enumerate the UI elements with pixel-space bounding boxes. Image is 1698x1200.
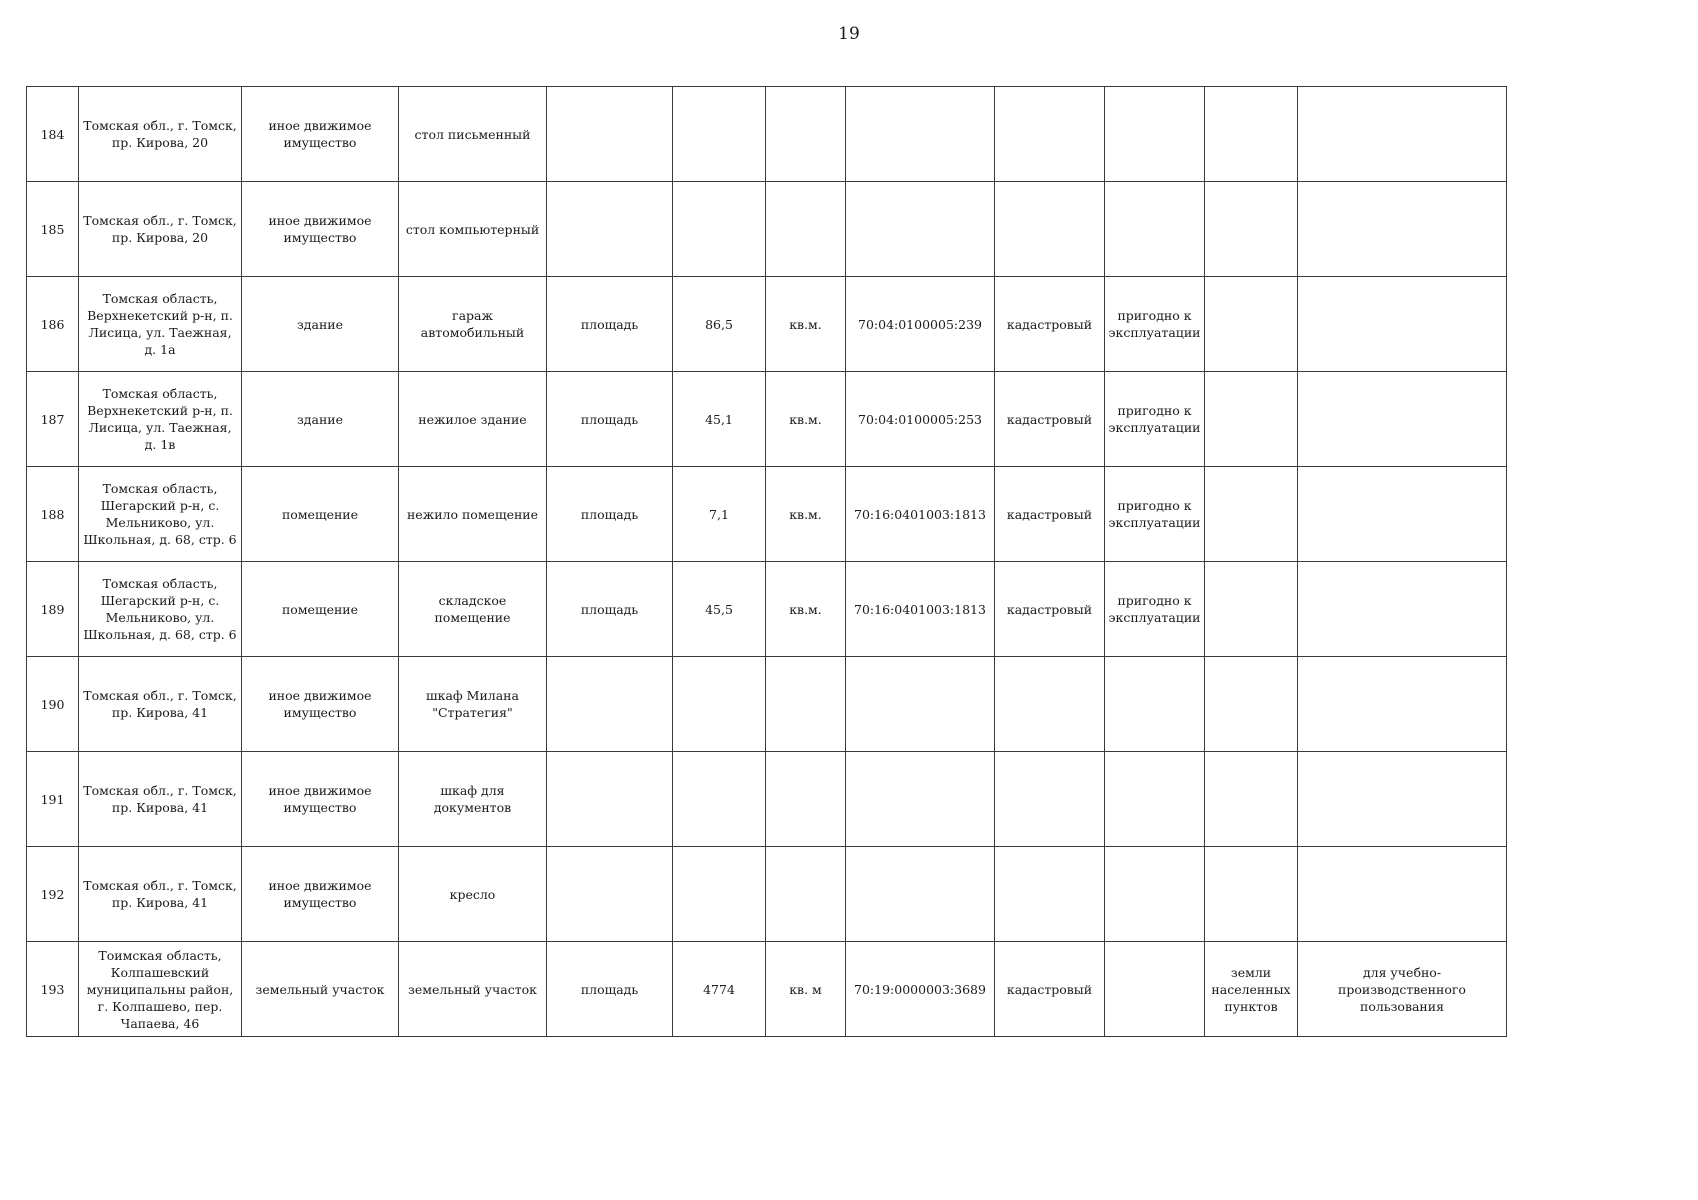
permitted-use-cell [1298, 467, 1507, 562]
parameter-cell: площадь [547, 372, 673, 467]
parameter-cell: площадь [547, 277, 673, 372]
value-cell: 45,5 [673, 562, 766, 657]
unit-cell [766, 752, 846, 847]
unit-cell: кв.м. [766, 372, 846, 467]
object-name-cell: кресло [399, 847, 547, 942]
object-type-cell: помещение [242, 467, 399, 562]
object-name-cell: гараж автомобильный [399, 277, 547, 372]
address-cell: Томская обл., г. Томск, пр. Кирова, 41 [79, 752, 242, 847]
row-number-cell: 190 [27, 657, 79, 752]
object-type-cell: иное движимое имущество [242, 847, 399, 942]
condition-cell [1105, 182, 1205, 277]
number-type-cell [995, 87, 1105, 182]
object-type-cell: помещение [242, 562, 399, 657]
cadastral-number-cell: 70:04:0100005:239 [846, 277, 995, 372]
object-name-cell: шкаф Милана "Стратегия" [399, 657, 547, 752]
object-type-cell: иное движимое имущество [242, 752, 399, 847]
address-cell: Томская обл., г. Томск, пр. Кирова, 20 [79, 87, 242, 182]
value-cell: 86,5 [673, 277, 766, 372]
land-category-cell [1205, 562, 1298, 657]
cadastral-number-cell: 70:04:0100005:253 [846, 372, 995, 467]
cadastral-number-cell: 70:16:0401003:1813 [846, 467, 995, 562]
condition-cell [1105, 752, 1205, 847]
row-number-cell: 186 [27, 277, 79, 372]
condition-cell [1105, 87, 1205, 182]
value-cell [673, 182, 766, 277]
row-number-cell: 188 [27, 467, 79, 562]
object-name-cell: стол письменный [399, 87, 547, 182]
condition-cell: пригодно к эксплуатации [1105, 372, 1205, 467]
unit-cell: кв.м. [766, 562, 846, 657]
cadastral-number-cell [846, 752, 995, 847]
table-row [27, 657, 1507, 752]
cadastral-number-cell: 70:19:0000003:3689 [846, 942, 995, 1037]
condition-cell [1105, 657, 1205, 752]
row-number-cell: 184 [27, 87, 79, 182]
number-type-cell: кадастровый [995, 562, 1105, 657]
parameter-cell: площадь [547, 562, 673, 657]
land-category-cell [1205, 277, 1298, 372]
number-type-cell [995, 182, 1105, 277]
value-cell [673, 752, 766, 847]
condition-cell: пригодно к эксплуатации [1105, 562, 1205, 657]
permitted-use-cell [1298, 87, 1507, 182]
object-type-cell: иное движимое имущество [242, 182, 399, 277]
parameter-cell [547, 657, 673, 752]
condition-cell: пригодно к эксплуатации [1105, 277, 1205, 372]
land-category-cell [1205, 467, 1298, 562]
registry-body [27, 87, 1507, 1037]
permitted-use-cell: для учебно-производственного пользования [1298, 942, 1507, 1037]
cadastral-number-cell: 70:16:0401003:1813 [846, 562, 995, 657]
property-registry-table-wrap [26, 86, 1507, 1037]
object-name-cell: складское помещение [399, 562, 547, 657]
condition-cell: пригодно к эксплуатации [1105, 467, 1205, 562]
parameter-cell [547, 752, 673, 847]
value-cell [673, 657, 766, 752]
parameter-cell [547, 182, 673, 277]
unit-cell [766, 847, 846, 942]
cadastral-number-cell [846, 847, 995, 942]
parameter-cell: площадь [547, 467, 673, 562]
object-name-cell: нежило помещение [399, 467, 547, 562]
row-number-cell: 187 [27, 372, 79, 467]
address-cell: Томская область, Верхнекетский р-н, п. Лисица, ул. Таежная, д. 1а [79, 277, 242, 372]
object-name-cell: земельный участок [399, 942, 547, 1037]
object-type-cell: здание [242, 277, 399, 372]
address-cell: Томская область, Шегарский р-н, с. Мельниково, ул. Школьная, д. 68, стр. 6 [79, 562, 242, 657]
address-cell: Томская обл., г. Томск, пр. Кирова, 41 [79, 847, 242, 942]
unit-cell [766, 657, 846, 752]
unit-cell: кв.м. [766, 467, 846, 562]
condition-cell [1105, 942, 1205, 1037]
unit-cell [766, 182, 846, 277]
permitted-use-cell [1298, 562, 1507, 657]
unit-cell [766, 87, 846, 182]
permitted-use-cell [1298, 657, 1507, 752]
parameter-cell: площадь [547, 942, 673, 1037]
value-cell: 4774 [673, 942, 766, 1037]
table-row [27, 467, 1507, 562]
land-category-cell: земли населенных пунктов [1205, 942, 1298, 1037]
land-category-cell [1205, 752, 1298, 847]
address-cell: Томская обл., г. Томск, пр. Кирова, 20 [79, 182, 242, 277]
permitted-use-cell [1298, 847, 1507, 942]
cadastral-number-cell [846, 87, 995, 182]
object-type-cell: здание [242, 372, 399, 467]
unit-cell: кв.м. [766, 277, 846, 372]
land-category-cell [1205, 372, 1298, 467]
object-name-cell: стол компьютерный [399, 182, 547, 277]
value-cell: 45,1 [673, 372, 766, 467]
number-type-cell [995, 752, 1105, 847]
table-row [27, 752, 1507, 847]
table-row [27, 277, 1507, 372]
row-number-cell: 192 [27, 847, 79, 942]
unit-cell: кв. м [766, 942, 846, 1037]
land-category-cell [1205, 657, 1298, 752]
permitted-use-cell [1298, 182, 1507, 277]
table-row [27, 372, 1507, 467]
page-number: 19 [838, 24, 860, 44]
address-cell: Томская область, Верхнекетский р-н, п. Лисица, ул. Таежная, д. 1в [79, 372, 242, 467]
row-number-cell: 189 [27, 562, 79, 657]
table-row [27, 562, 1507, 657]
value-cell [673, 847, 766, 942]
object-name-cell: шкаф для документов [399, 752, 547, 847]
land-category-cell [1205, 87, 1298, 182]
table-row [27, 182, 1507, 277]
permitted-use-cell [1298, 277, 1507, 372]
property-registry-table [26, 86, 1507, 1037]
parameter-cell [547, 847, 673, 942]
address-cell: Томская обл., г. Томск, пр. Кирова, 41 [79, 657, 242, 752]
row-number-cell: 193 [27, 942, 79, 1037]
parameter-cell [547, 87, 673, 182]
address-cell: Тоимская область, Колпашевский муниципальны район, г. Колпашево, пер. Чапаева, 46 [79, 942, 242, 1037]
row-number-cell: 191 [27, 752, 79, 847]
permitted-use-cell [1298, 372, 1507, 467]
table-row [27, 942, 1507, 1037]
object-name-cell: нежилое здание [399, 372, 547, 467]
number-type-cell: кадастровый [995, 277, 1105, 372]
number-type-cell [995, 657, 1105, 752]
land-category-cell [1205, 847, 1298, 942]
number-type-cell: кадастровый [995, 372, 1105, 467]
condition-cell [1105, 847, 1205, 942]
cadastral-number-cell [846, 657, 995, 752]
table-row [27, 87, 1507, 182]
value-cell: 7,1 [673, 467, 766, 562]
number-type-cell [995, 847, 1105, 942]
address-cell: Томская область, Шегарский р-н, с. Мельниково, ул. Школьная, д. 68, стр. 6 [79, 467, 242, 562]
object-type-cell: земельный участок [242, 942, 399, 1037]
object-type-cell: иное движимое имущество [242, 657, 399, 752]
cadastral-number-cell [846, 182, 995, 277]
number-type-cell: кадастровый [995, 942, 1105, 1037]
table-row [27, 847, 1507, 942]
permitted-use-cell [1298, 752, 1507, 847]
number-type-cell: кадастровый [995, 467, 1105, 562]
value-cell [673, 87, 766, 182]
row-number-cell: 185 [27, 182, 79, 277]
object-type-cell: иное движимое имущество [242, 87, 399, 182]
land-category-cell [1205, 182, 1298, 277]
